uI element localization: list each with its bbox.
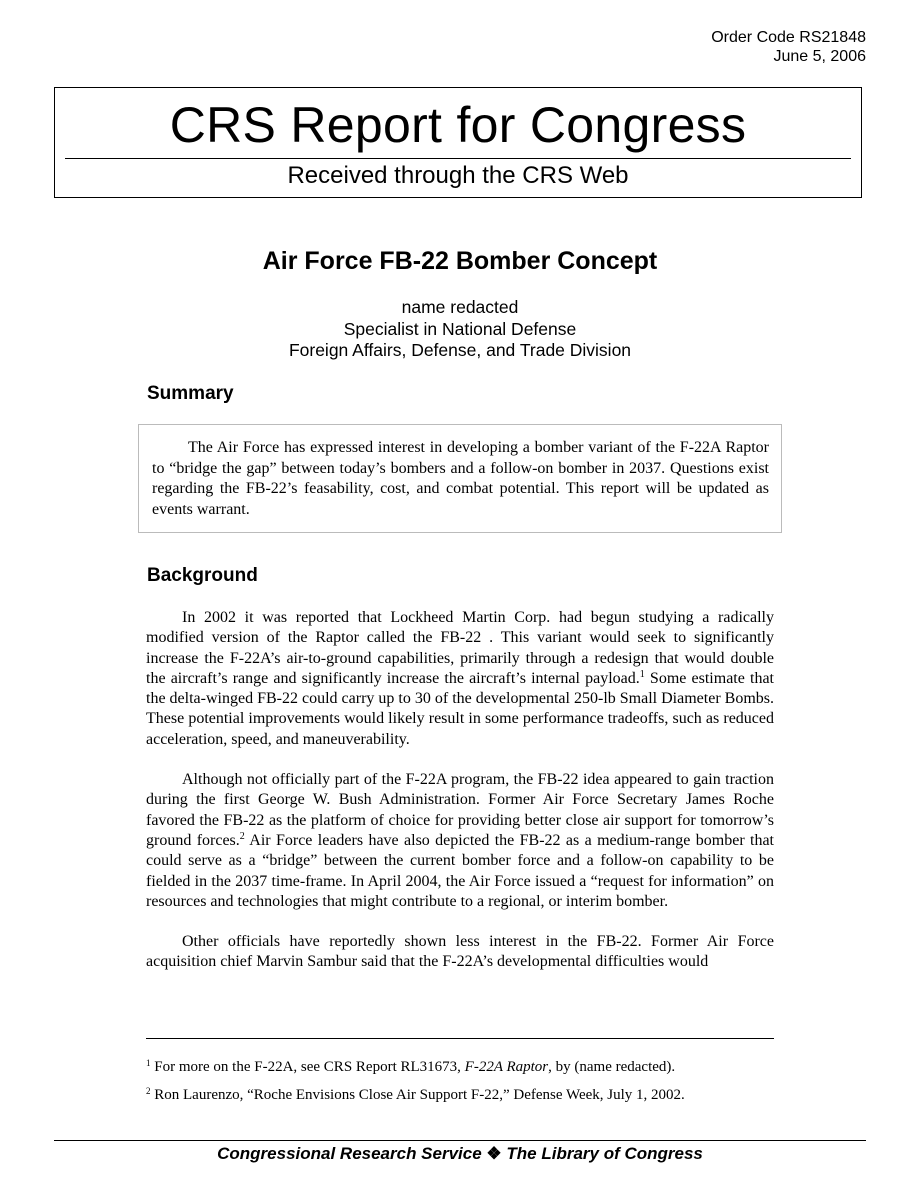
footer-library: The Library of Congress	[506, 1144, 703, 1163]
background-body	[146, 608, 774, 993]
footnote-divider	[146, 1038, 774, 1039]
paragraph-2-part-a: Although not officially part of the F-22A program, the FB-22 idea appeared to gain traction during the first George W. Bush Administration. Former Air Force Secretary James Roche favored the FB-22 as the platform of choice for providing better close air support for tomorrow’s ground forces.	[146, 771, 774, 849]
summary-box	[138, 424, 782, 533]
author-name: name redacted	[401, 297, 519, 317]
footnote-2	[146, 1086, 774, 1104]
footnotes	[146, 1058, 774, 1114]
footnote-1-italic-title: F-22A Raptor	[464, 1059, 549, 1075]
footer-crs: Congressional Research Service	[217, 1144, 482, 1163]
footnote-ref-1[interactable]: 1	[639, 668, 645, 680]
summary-text: The Air Force has expressed interest in developing a bomber variant of the F-22A Raptor to “bridge the gap” between today’s bombers and a follow-on bomber in 2037. Questions exist regarding the FB-22’s feasability, cost, and combat potential. This report will be updated as events warrant.	[152, 439, 769, 518]
author-division: Foreign Affairs, Defense, and Trade Division	[288, 340, 632, 360]
masthead-title: CRS Report for Congress	[169, 97, 747, 153]
background-heading: Background	[147, 565, 258, 586]
footnote-1	[146, 1058, 774, 1076]
paragraph-1-part-a: In 2002 it was reported that Lockheed Martin Corp. had begun studying a radically modified version of the Raptor called the FB-22 . This variant would seek to significantly increase the F-22A’s air-to-ground capabilities, primarily through a redesign that would double the aircraft’s range and significantly increase the aircraft’s internal payload.	[146, 609, 774, 687]
footer-divider	[54, 1140, 866, 1141]
footnote-1-text-before: For more on the F-22A, see CRS Report RL31673,	[150, 1059, 465, 1075]
page-footer	[0, 1144, 920, 1164]
summary-heading: Summary	[147, 383, 234, 404]
footnote-1-text-after: , by (name redacted).	[548, 1059, 676, 1075]
paragraph-1	[146, 608, 774, 750]
footnote-1-number: 1	[146, 1058, 151, 1068]
masthead-divider	[65, 158, 851, 159]
diamond-separator-icon: ❖	[486, 1144, 502, 1163]
paragraph-2	[146, 770, 774, 912]
footnote-2-text: Ron Laurenzo, “Roche Envisions Close Air Support F-22,” Defense Week, July 1, 2002.	[150, 1087, 685, 1103]
order-code: Order Code RS21848	[711, 29, 866, 46]
report-title: Air Force FB-22 Bomber Concept	[262, 247, 658, 275]
report-date: June 5, 2006	[773, 48, 866, 65]
author-block	[0, 297, 920, 362]
paragraph-1-part-b: Some estimate that the delta-winged FB-22 could carry up to 30 of the developmental 250-lb Small Diameter Bombs. These potential improvements would likely result in some performance tradeoffs, such as reduced acceleration, speed, and maneuverability.	[146, 669, 774, 748]
paragraph-2-part-b: Air Force leaders have also depicted the FB-22 as a medium-range bomber that could serve as a “bridge” between the current bomber force and a follow-on capability to be fielded in the 2037 time-frame. In April 2004, the Air Force issued a “request for information” on resources and technologies that might contribute to a regional, or interim bomber.	[146, 831, 775, 910]
masthead-box	[54, 87, 862, 198]
order-info	[711, 28, 866, 66]
footnote-ref-2[interactable]: 2	[239, 830, 245, 842]
paragraph-3: Other officials have reportedly shown less interest in the FB-22. Former Air Force acquisition chief Marvin Sambur said that the F-22A’s developmental difficulties would	[146, 933, 774, 971]
masthead-subtitle: Received through the CRS Web	[287, 162, 629, 189]
author-position: Specialist in National Defense	[343, 318, 577, 339]
footnote-2-number: 2	[146, 1086, 151, 1096]
